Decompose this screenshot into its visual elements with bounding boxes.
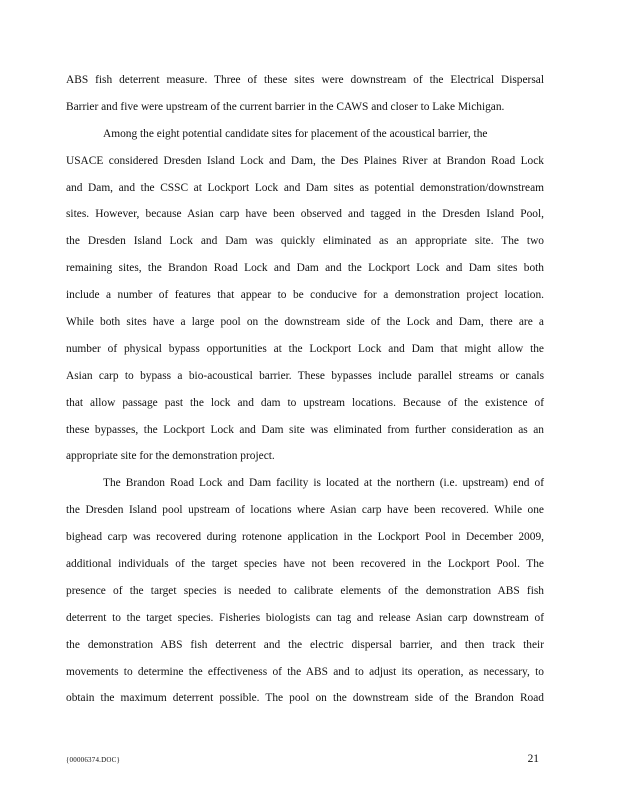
text-line: sites. However, because Asian carp have been observed and tagged in the Dresden Island Pool, bbox=[66, 208, 544, 221]
body-text bbox=[66, 67, 544, 712]
text-line: the demonstration ABS fish deterrent and the electric dispersal barrier, and then track their bbox=[66, 638, 544, 651]
text-line: and Dam, and the CSSC at Lockport Lock and Dam sites as potential demonstration/downstream bbox=[66, 181, 544, 194]
text-line: the Dresden Island pool upstream of locations where Asian carp have been recovered. While one bbox=[66, 504, 544, 517]
text-line: deterrent to the target species. Fisheries biologists can tag and release Asian carp downstream of bbox=[66, 611, 544, 624]
text-line: remaining sites, the Brandon Road Lock and Dam and the Lockport Lock and Dam sites both bbox=[66, 262, 544, 275]
text-line: While both sites have a large pool on the downstream side of the Lock and Dam, there are a bbox=[66, 316, 544, 329]
text-line: Barrier and five were upstream of the current barrier in the CAWS and closer to Lake Michigan. bbox=[66, 100, 505, 113]
text-line: USACE considered Dresden Island Lock and Dam, the Des Plaines River at Brandon Road Lock bbox=[66, 154, 544, 167]
text-line: number of physical bypass opportunities at the Lockport Lock and Dam that might allow the bbox=[66, 342, 544, 355]
text-line: presence of the target species is needed to calibrate elements of the demonstration ABS fish bbox=[66, 584, 544, 597]
text-line: additional individuals of the target species have not been recovered in the Lockport Pool. The bbox=[66, 558, 544, 571]
text-line: these bypasses, the Lockport Lock and Dam site was eliminated from further consideration as an bbox=[66, 423, 544, 436]
text-line: obtain the maximum deterrent possible. The pool on the downstream side of the Brandon Road bbox=[66, 692, 544, 705]
text-line: Asian carp to bypass a bio-acoustical barrier. These bypasses include parallel streams or canals bbox=[66, 369, 544, 382]
text-line: The Brandon Road Lock and Dam facility is located at the northern (i.e. upstream) end of bbox=[103, 477, 544, 490]
text-line: movements to determine the effectiveness of the ABS and to adjust its operation, as necessary, to bbox=[66, 665, 544, 678]
page-number: 21 bbox=[527, 753, 539, 765]
text-line: bighead carp was recovered during rotenone application in the Lockport Pool in December 2009, bbox=[66, 531, 544, 544]
text-line: Among the eight potential candidate sites for placement of the acoustical barrier, the bbox=[103, 127, 488, 140]
text-line: appropriate site for the demonstration project. bbox=[66, 450, 275, 463]
footer-doc-id: {00006374.DOC} bbox=[66, 756, 121, 764]
text-line: include a number of features that appear to be conducive for a demonstration project location. bbox=[66, 289, 544, 302]
text-line: the Dresden Island Lock and Dam was quickly eliminated as an appropriate site. The two bbox=[66, 235, 544, 248]
text-line: ABS fish deterrent measure. Three of these sites were downstream of the Electrical Dispersal bbox=[66, 74, 544, 86]
text-line: that allow passage past the lock and dam to upstream locations. Because of the existence of bbox=[66, 396, 544, 409]
